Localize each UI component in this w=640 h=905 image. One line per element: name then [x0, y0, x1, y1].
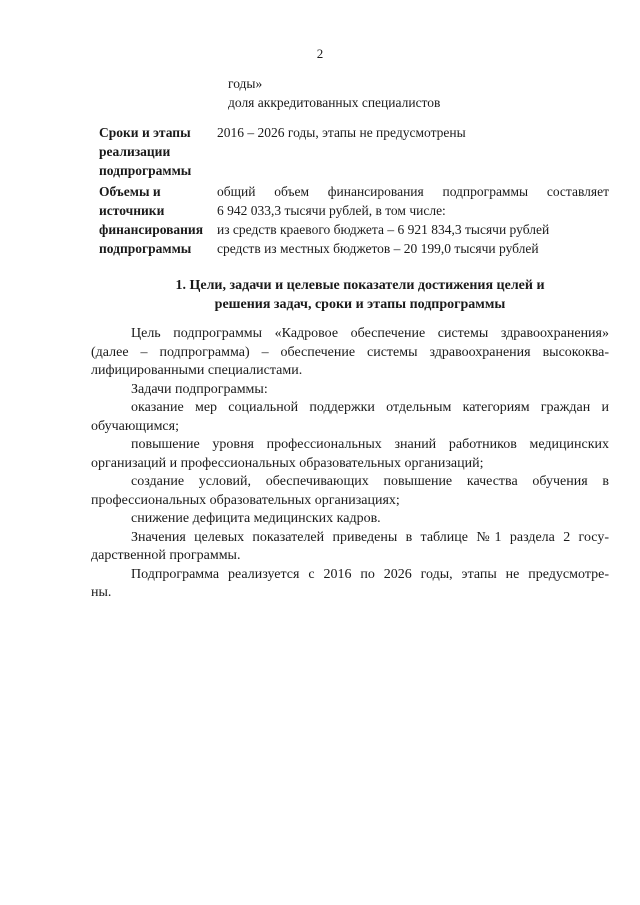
paragraph-line: профессиональных образовательных организациях;: [91, 492, 400, 508]
paragraph-line: снижение дефицита медицинских кадров.: [131, 511, 381, 526]
section-heading: [140, 276, 580, 314]
label-line: Сроки и этапы: [99, 125, 191, 140]
paragraph-line: ны.: [91, 585, 112, 600]
page-number: 2: [316, 46, 324, 61]
paragraph-line: Цель подпрограммы «Кадровое обеспечение системы здравоохранения»: [131, 326, 609, 341]
paragraph-line: Задачи подпрограммы:: [131, 381, 268, 397]
funding-line: средств из местных бюджетов – 20 199,0 тысячи рублей: [217, 241, 539, 256]
paragraph-line: организаций и профессиональных образовательных организаций;: [91, 455, 484, 471]
section-body: [91, 325, 609, 603]
label-line: реализации: [99, 144, 171, 159]
label-line: подпрограммы: [99, 241, 192, 256]
paragraph-line: дарственной программы.: [91, 548, 241, 563]
timing-label: [99, 123, 214, 180]
label-line: Объемы и: [99, 184, 161, 199]
timing-value-text: 2016 – 2026 годы, этапы не предусмотрены: [217, 125, 466, 140]
funding-label: [99, 182, 214, 258]
paragraph-line: Значения целевых показателей приведены в таблице №1 раздела 2 госу-: [131, 529, 609, 545]
label-line: источники: [99, 203, 165, 218]
funding-line: общий объем финансирования подпрограммы составляет: [217, 184, 609, 199]
heading-line: 1. Цели, задачи и целевые показатели достижения целей и: [175, 278, 545, 293]
continuation-line: доля аккредитованных специалистов: [228, 95, 441, 110]
paragraph-line: (далее – подпрограмма) – обеспечение системы здравоохранения высококва-: [91, 344, 609, 360]
paragraph-line: создание условий, обеспечивающих повышение качества обучения в: [131, 474, 609, 489]
continuation-line: годы»: [228, 76, 263, 91]
funding-line: 6 942 033,3 тысячи рублей, в том числе:: [217, 203, 446, 218]
timing-value: [217, 123, 609, 142]
paragraph-line: обучающимся;: [91, 418, 179, 434]
paragraph-line: Подпрограмма реализуется с 2016 по 2026 годы, этапы не предусмотре-: [131, 566, 609, 582]
heading-line: решения задач, сроки и этапы подпрограммы: [214, 297, 506, 312]
paragraph-line: оказание мер социальной поддержки отдельным категориям граждан и: [131, 400, 609, 415]
previous-entry-continuation: [228, 74, 608, 112]
label-line: финансирования: [99, 222, 204, 237]
paragraph-line: повышение уровня профессиональных знаний работников медицинских: [131, 437, 609, 452]
funding-line: из средств краевого бюджета – 6 921 834,3 тысячи рублей: [217, 222, 550, 237]
label-line: подпрограммы: [99, 163, 192, 178]
paragraph-line: лифицированными специалистами.: [91, 363, 303, 378]
funding-value: [217, 182, 609, 258]
